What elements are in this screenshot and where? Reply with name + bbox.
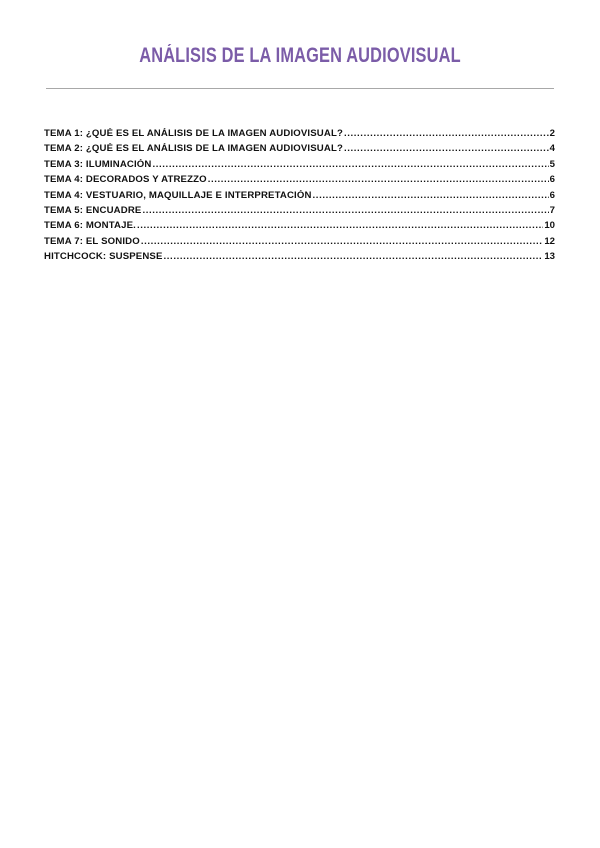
toc-entry-page: 2 — [549, 128, 555, 139]
toc-leader-dots — [313, 190, 549, 201]
toc-leader-dots — [153, 159, 549, 170]
toc-entry-page: 12 — [544, 235, 555, 247]
toc-entry-label: TEMA 7: EL SONIDO — [44, 235, 140, 247]
toc-leader-dots — [344, 143, 549, 154]
toc-entry-label: HITCHCOCK: SUSPENSE — [44, 251, 163, 263]
toc-leader-dots — [142, 205, 548, 216]
toc-entry-label: TEMA 1: ¿QUÉ ES EL ANÁLISIS DE LA IMAGEN AUDIOVISUAL? — [44, 128, 343, 139]
toc-entry-label: TEMA 5: ENCUADRE — [44, 204, 142, 216]
toc-entry-page: 4 — [549, 143, 555, 155]
toc-entry-tema-1[interactable] — [44, 128, 555, 143]
toc-entry-page: 7 — [549, 204, 555, 216]
toc-leader-dots — [141, 236, 543, 247]
toc-entry-label: TEMA 3: ILUMINACIÓN — [44, 158, 152, 170]
toc-entry-hitchcock[interactable] — [44, 251, 555, 266]
table-of-contents — [44, 128, 555, 267]
toc-entry-tema-3[interactable] — [44, 159, 555, 174]
toc-entry-tema-5[interactable] — [44, 205, 555, 220]
toc-entry-page: 5 — [549, 158, 555, 170]
toc-entry-tema-4-vestuario[interactable] — [44, 190, 555, 205]
document-title: ANÁLISIS DE LA IMAGEN AUDIOVISUAL — [139, 44, 461, 67]
toc-entry-page: 6 — [549, 189, 555, 201]
toc-entry-tema-2[interactable] — [44, 143, 555, 158]
toc-leader-dots — [164, 251, 544, 262]
toc-entry-label: TEMA 6: MONTAJE. — [44, 220, 136, 232]
toc-leader-dots — [137, 220, 543, 231]
toc-leader-dots — [208, 174, 549, 185]
toc-entry-page: 10 — [544, 220, 555, 232]
toc-entry-label: TEMA 4: VESTUARIO, MAQUILLAJE E INTERPRETACIÓN — [44, 189, 312, 201]
toc-entry-page: 6 — [549, 174, 555, 186]
toc-entry-tema-7[interactable] — [44, 236, 555, 251]
toc-leader-dots — [344, 128, 549, 139]
toc-entry-label: TEMA 4: DECORADOS Y ATREZZO — [44, 174, 207, 186]
toc-entry-tema-4-decorados[interactable] — [44, 174, 555, 189]
title-divider — [46, 88, 554, 89]
toc-entry-tema-6[interactable] — [44, 220, 555, 235]
toc-entry-page: 13 — [544, 251, 555, 263]
toc-entry-label: TEMA 2: ¿QUÉ ES EL ANÁLISIS DE LA IMAGEN AUDIOVISUAL? — [44, 143, 343, 155]
